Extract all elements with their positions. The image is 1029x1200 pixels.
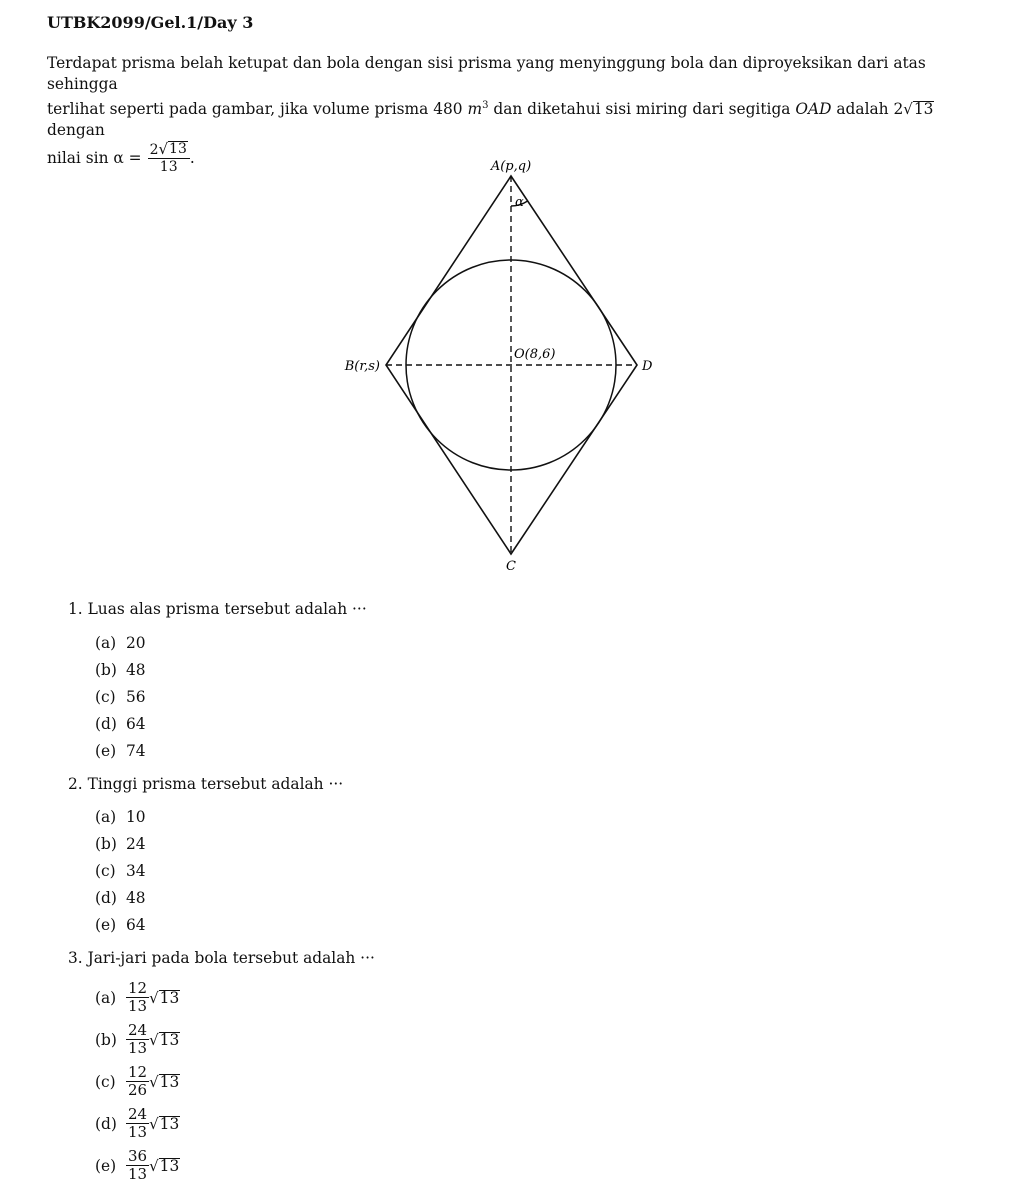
sin-alpha-fraction: 2 √ 13 13 bbox=[148, 141, 190, 175]
question-1: 1. Luas alas prisma tersebut adalah ··· bbox=[68, 600, 367, 618]
q1-option-a[interactable]: (a) 20 bbox=[95, 634, 146, 652]
q2-option-c[interactable]: (c) 34 bbox=[95, 862, 146, 880]
sqrt-13: √ 13 bbox=[903, 100, 934, 119]
q3-option-e[interactable]: (e) $\frac{36}{13}$ √ 13 bbox=[95, 1147, 180, 1183]
label-b: B(r,s) bbox=[344, 359, 380, 374]
q3-option-c[interactable]: (c) $\frac{12}{26}$ √ 13 bbox=[95, 1063, 180, 1099]
q3-option-d[interactable]: (d) $\frac{24}{13}$ √ 13 bbox=[95, 1105, 180, 1141]
q2-option-d[interactable]: (d) 48 bbox=[95, 889, 146, 907]
label-alpha: α bbox=[515, 195, 524, 210]
exam-header: UTBK2099/Gel.1/Day 3 bbox=[47, 13, 254, 32]
question-3: 3. Jari-jari pada bola tersebut adalah ··· bbox=[68, 949, 375, 967]
label-a: A(p,q) bbox=[490, 159, 532, 174]
label-o: O(8,6) bbox=[514, 347, 556, 362]
label-c: C bbox=[506, 559, 516, 574]
q1-option-d[interactable]: (d) 64 bbox=[95, 715, 146, 733]
label-d: D bbox=[642, 359, 653, 374]
q1-option-b[interactable]: (b) 48 bbox=[95, 661, 146, 679]
intro-line-1: Terdapat prisma belah ketupat dan bola dengan sisi prisma yang menyinggung bola dan diproyeksikan dari atas sehingga bbox=[47, 54, 926, 93]
intro-line-2: terlihat seperti pada gambar, jika volume prisma 480 $m^3$ dan diketahui sisi miring dari segitiga OAD adalah 2 √ 13 dengan bbox=[47, 100, 934, 140]
rhombus-circle-figure bbox=[330, 150, 690, 580]
q1-option-e[interactable]: (e) 74 bbox=[95, 742, 146, 760]
q2-option-b[interactable]: (b) 24 bbox=[95, 835, 146, 853]
q3-option-b[interactable]: (b) $\frac{24}{13}$ √ 13 bbox=[95, 1021, 180, 1057]
q2-option-a[interactable]: (a) 10 bbox=[95, 808, 146, 826]
q1-option-c[interactable]: (c) 56 bbox=[95, 688, 146, 706]
q2-option-e[interactable]: (e) 64 bbox=[95, 916, 146, 934]
q3-option-a[interactable]: (a) $\frac{12}{13}$ √ 13 bbox=[95, 979, 180, 1015]
intro-line-3: nilai sin α = 2 √ 13 13 . bbox=[47, 140, 195, 176]
question-2: 2. Tinggi prisma tersebut adalah ··· bbox=[68, 775, 344, 793]
